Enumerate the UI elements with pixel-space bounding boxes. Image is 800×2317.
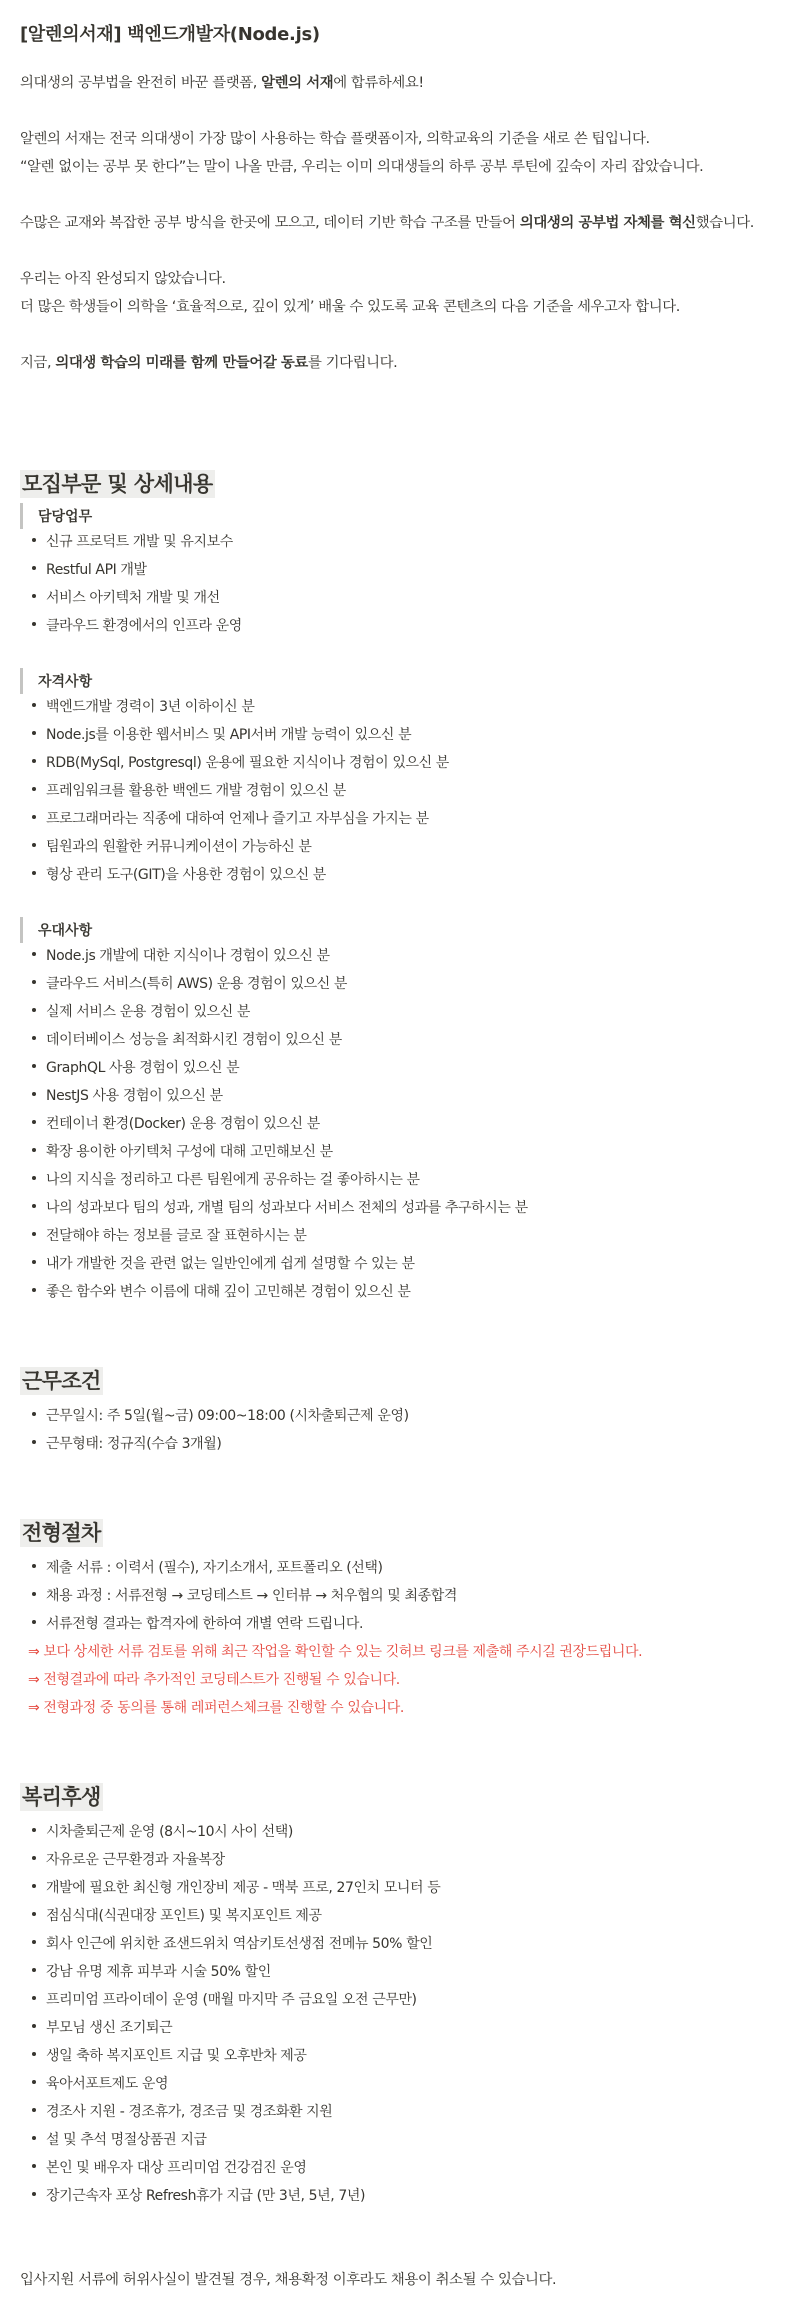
list-item: 백엔드개발 경력이 3년 이하이신 분 (32, 697, 254, 717)
bullet-icon (32, 731, 36, 735)
list-item: 프리미엄 프라이데이 운영 (매월 마지막 주 금요일 오전 근무만) (32, 1990, 417, 2010)
bullet-icon (32, 1176, 36, 1180)
bullet-icon (32, 2024, 36, 2028)
list-item: 채용 과정 : 서류전형 → 코딩테스트 → 인터뷰 → 처우협의 및 최종합격 (32, 1586, 457, 1606)
bullet-icon (32, 2052, 36, 2056)
intro-paragraph-1: 의대생의 공부법을 완전히 바꾼 플랫폼, 알렌의 서재에 합류하세요! (20, 75, 424, 91)
intro-bold-7: 의대생 학습의 미래를 함께 만들어갈 동료 (55, 355, 308, 371)
intro-bold-1: 알렌의 서재 (261, 75, 334, 91)
intro-paragraph-2: 알렌의 서재는 전국 의대생이 가장 많이 사용하는 학습 플랫폼이자, 의학교육의 기준을 새로 쓴 팁입니다. (20, 131, 650, 147)
list-item: 장기근속자 포상 Refresh휴가 지급 (만 3년, 5년, 7년) (32, 2186, 365, 2206)
process-note: ⇒ 보다 상세한 서류 검토를 위해 최근 작업을 확인할 수 있는 깃허브 링크를 제출해 주시길 권장드립니다. (28, 1644, 643, 1660)
list-item: 강남 유명 제휴 피부과 시술 50% 할인 (32, 1962, 271, 1982)
list-item: Node.js 개발에 대한 지식이나 경험이 있으신 분 (32, 946, 330, 966)
list-item: NestJS 사용 경험이 있으신 분 (32, 1086, 223, 1106)
process-note: ⇒ 전형결과에 따라 추가적인 코딩테스트가 진행될 수 있습니다. (28, 1672, 400, 1688)
intro-bold-4: 의대생의 공부법 자체를 혁신 (519, 215, 696, 231)
bullet-icon (32, 787, 36, 791)
bullet-icon (32, 1232, 36, 1236)
list-item: 개발에 필요한 최신형 개인장비 제공 - 맥북 프로, 27인치 모니터 등 (32, 1878, 440, 1898)
list-item: 점심식대(식권대장 포인트) 및 복지포인트 제공 (32, 1906, 322, 1926)
list-item: 생일 축하 복지포인트 지급 및 오후반차 제공 (32, 2046, 307, 2066)
footer-notice: 입사지원 서류에 허위사실이 발견될 경우, 채용확정 이후라도 채용이 취소될 수 있습니다. (20, 2272, 557, 2288)
list-item: 신규 프로덕트 개발 및 유지보수 (32, 532, 233, 552)
bullet-icon (32, 1148, 36, 1152)
list-item: 자유로운 근무환경과 자율복장 (32, 1850, 225, 1870)
bullet-icon (32, 1828, 36, 1832)
list-item: 클라우드 환경에서의 인프라 운영 (32, 616, 242, 636)
bullet-icon (32, 980, 36, 984)
list-item: 본인 및 배우자 대상 프리미엄 건강검진 운영 (32, 2158, 307, 2178)
bullet-icon (32, 1036, 36, 1040)
list-item: 좋은 함수와 변수 이름에 대해 깊이 고민해본 경험이 있으신 분 (32, 1282, 411, 1302)
bullet-icon (32, 843, 36, 847)
subheading-duties: 담당업무 (20, 503, 92, 529)
list-item: 육아서포트제도 운영 (32, 2074, 168, 2094)
list-item: 근무일시: 주 5일(월~금) 09:00~18:00 (시차출퇴근제 운영) (32, 1406, 409, 1426)
list-item: 확장 용이한 아키텍처 구성에 대해 고민해보신 분 (32, 1142, 333, 1162)
bullet-icon (32, 1620, 36, 1624)
list-item: 서비스 아키텍처 개발 및 개선 (32, 588, 220, 608)
bullet-icon (32, 1092, 36, 1096)
bullet-icon (32, 1260, 36, 1264)
bullet-icon (32, 2136, 36, 2140)
bullet-icon (32, 1592, 36, 1596)
list-item: 제출 서류 : 이력서 (필수), 자기소개서, 포트폴리오 (선택) (32, 1558, 383, 1578)
list-item: 회사 인근에 위치한 죠샌드위치 역삼키토선생점 전메뉴 50% 할인 (32, 1934, 432, 1954)
list-item: 근무형태: 정규직(수습 3개월) (32, 1434, 221, 1454)
list-item: Node.js를 이용한 웹서비스 및 API서버 개발 능력이 있으신 분 (32, 725, 411, 745)
bullet-icon (32, 952, 36, 956)
bullet-icon (32, 1968, 36, 1972)
section-heading-recruit: 모집부문 및 상세내용 (22, 472, 213, 496)
page-title: [알렌의서재] 백엔드개발자(Node.js) (20, 24, 320, 45)
bullet-icon (32, 566, 36, 570)
bullet-icon (32, 2164, 36, 2168)
list-item: 컨테이너 환경(Docker) 운용 경험이 있으신 분 (32, 1114, 320, 1134)
bullet-icon (32, 2108, 36, 2112)
list-item: 프레임워크를 활용한 백엔드 개발 경험이 있으신 분 (32, 781, 346, 801)
bullet-icon (32, 1912, 36, 1916)
list-item: 설 및 추석 명절상품권 지급 (32, 2130, 207, 2150)
bullet-icon (32, 622, 36, 626)
bullet-icon (32, 1884, 36, 1888)
intro-paragraph-7: 지금, 의대생 학습의 미래를 함께 만들어갈 동료를 기다립니다. (20, 355, 398, 371)
list-item: 클라우드 서비스(특히 AWS) 운용 경험이 있으신 분 (32, 974, 347, 994)
subheading-preferred: 우대사항 (20, 917, 92, 943)
subheading-qualifications: 자격사항 (20, 668, 92, 694)
bullet-icon (32, 2192, 36, 2196)
intro-paragraph-4: 수많은 교재와 복잡한 공부 방식을 한곳에 모으고, 데이터 기반 학습 구조를 만들어 의대생의 공부법 자체를 혁신했습니다. (20, 215, 754, 231)
list-item: RDB(MySql, Postgresql) 운용에 필요한 지식이나 경험이 있으신 분 (32, 753, 449, 773)
bullet-icon (32, 1996, 36, 2000)
list-item: 나의 성과보다 팀의 성과, 개별 팀의 성과보다 서비스 전체의 성과를 추구하시는 분 (32, 1198, 528, 1218)
list-item: 내가 개발한 것을 관련 없는 일반인에게 쉽게 설명할 수 있는 분 (32, 1254, 415, 1274)
bullet-icon (32, 759, 36, 763)
section-heading-benefits: 복리후생 (22, 1785, 101, 1809)
intro-paragraph-5: 우리는 아직 완성되지 않았습니다. (20, 271, 226, 287)
bullet-icon (32, 1564, 36, 1568)
section-heading-process: 전형절차 (22, 1521, 101, 1545)
bullet-icon (32, 1204, 36, 1208)
list-item: 나의 지식을 정리하고 다른 팀원에게 공유하는 걸 좋아하시는 분 (32, 1170, 420, 1190)
intro-paragraph-6: 더 많은 학생들이 의학을 ‘효율적으로, 깊이 있게’ 배울 수 있도록 교육 콘텐츠의 다음 기준을 세우고자 합니다. (20, 299, 680, 315)
list-item: Restful API 개발 (32, 560, 147, 580)
bullet-icon (32, 1412, 36, 1416)
bullet-icon (32, 538, 36, 542)
bullet-icon (32, 2080, 36, 2084)
intro-paragraph-3: “알렌 없이는 공부 못 한다”는 말이 나올 만큼, 우리는 이미 의대생들의 하루 공부 루틴에 깊숙이 자리 잡았습니다. (20, 159, 704, 175)
list-item: 팀원과의 원활한 커뮤니케이션이 가능하신 분 (32, 837, 312, 857)
bullet-icon (32, 1940, 36, 1944)
bullet-icon (32, 1856, 36, 1860)
list-item: GraphQL 사용 경험이 있으신 분 (32, 1058, 239, 1078)
list-item: 시차출퇴근제 운영 (8시~10시 사이 선택) (32, 1822, 293, 1842)
list-item: 경조사 지원 - 경조휴가, 경조금 및 경조화환 지원 (32, 2102, 332, 2122)
list-item: 형상 관리 도구(GIT)을 사용한 경험이 있으신 분 (32, 865, 326, 885)
process-note: ⇒ 전형과정 중 동의를 통해 레퍼런스체크를 진행할 수 있습니다. (28, 1700, 404, 1716)
bullet-icon (32, 594, 36, 598)
bullet-icon (32, 1288, 36, 1292)
list-item: 데이터베이스 성능을 최적화시킨 경험이 있으신 분 (32, 1030, 342, 1050)
list-item: 전달해야 하는 정보를 글로 잘 표현하시는 분 (32, 1226, 307, 1246)
bullet-icon (32, 1008, 36, 1012)
list-item: 실제 서비스 운용 경험이 있으신 분 (32, 1002, 250, 1022)
bullet-icon (32, 1064, 36, 1068)
bullet-icon (32, 703, 36, 707)
section-heading-conditions: 근무조건 (22, 1369, 101, 1393)
bullet-icon (32, 815, 36, 819)
bullet-icon (32, 1440, 36, 1444)
bullet-icon (32, 871, 36, 875)
list-item: 부모님 생신 조기퇴근 (32, 2018, 172, 2038)
list-item: 프로그래머라는 직종에 대하여 언제나 즐기고 자부심을 가지는 분 (32, 809, 429, 829)
list-item: 서류전형 결과는 합격자에 한하여 개별 연락 드립니다. (32, 1614, 363, 1634)
bullet-icon (32, 1120, 36, 1124)
